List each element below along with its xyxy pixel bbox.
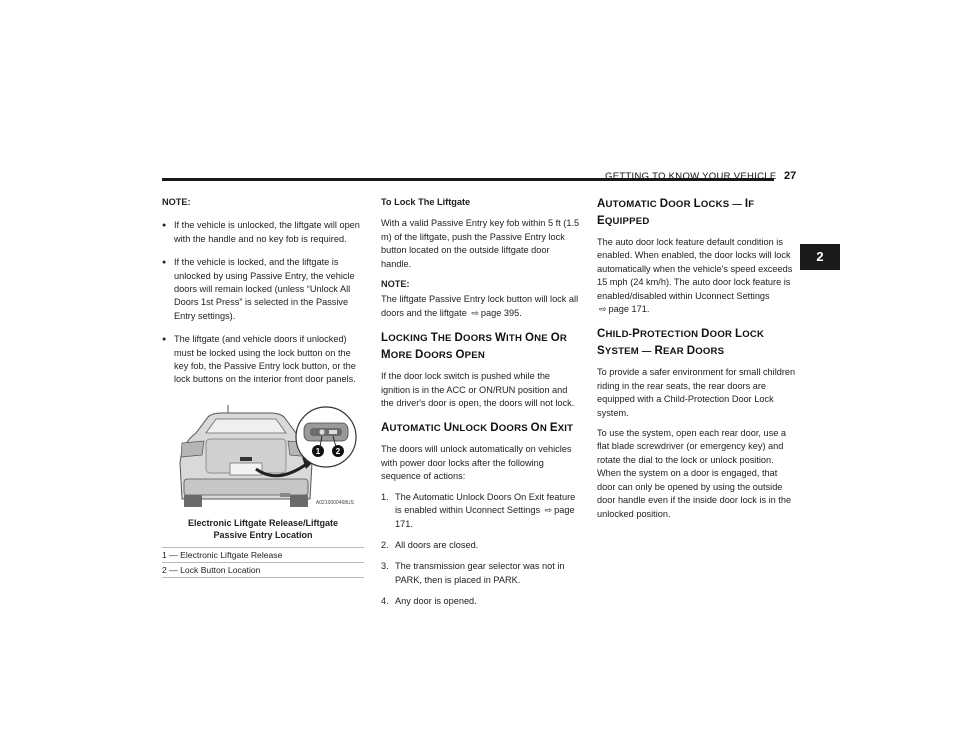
column-left — [162, 196, 364, 578]
page-reference[interactable]: page 171. — [608, 304, 650, 315]
callout-2: 2 — [335, 446, 341, 456]
note-text: The liftgate Passive Entry lock button will lock all doors and the liftgate ⇨ page 395. — [381, 294, 579, 318]
legend-item: 1 — Electronic Liftgate Release — [162, 548, 364, 563]
figure-caption: Electronic Liftgate Release/Liftgate Passive Entry Location — [187, 517, 339, 540]
page-ref-arrow-icon: ⇨ — [471, 307, 479, 318]
heading-auto-unlock: AUTOMATIC UNLOCK DOORS ON EXIT — [381, 422, 574, 435]
running-header-title: GETTING TO KNOW YOUR VEHICLE — [605, 171, 777, 182]
list-item: 2. All doors are closed. — [381, 539, 479, 550]
subheading-lock-liftgate: To Lock The Liftgate — [381, 197, 471, 207]
bullet-item: ● If the vehicle is unlocked, the liftgate will open with the handle and no key fob is required. — [162, 219, 364, 246]
note-label: NOTE: — [162, 197, 191, 207]
figure-legend — [162, 547, 364, 578]
bullet-item: ● If the vehicle is locked, and the liftgate is unlocked by using Passive Entry, the vehicle doors will remain locked (unless “Unlock All Doors 1st Press” is selected in the Passive Entry settings). — [162, 256, 364, 323]
column-middle — [381, 196, 581, 617]
vehicle-rear-illustration — [162, 403, 360, 513]
paragraph: With a valid Passive Entry key fob within 5 ft (1.5 m) of the liftgate, push the Passive Entry lock button located on the outside liftgate door handle. — [381, 218, 580, 269]
list-item: 3. The transmission gear selector was not in PARK, then is placed in PARK. — [381, 561, 565, 585]
page-ref-arrow-icon: ⇨ — [544, 505, 553, 516]
note-label: NOTE: — [381, 279, 410, 290]
paragraph: The auto door lock feature default condition is enabled. When enabled, the door locks will lock automatically when the vehicle's speed exceeds 15 mph (24 km/h). The auto door lock feature is enabled/disabled within Uconnect Settings ⇨ page 171. — [597, 237, 793, 315]
chapter-tab: 2 — [800, 244, 840, 270]
heading-automatic-door-locks: AUTOMATIC DOOR LOCKS — IF EQUIPPED — [597, 198, 755, 227]
paragraph: To provide a safer environment for small children riding in the rear seats, the rear doors are equipped with a Child-Protection Door Lock system. — [597, 367, 796, 418]
paragraph: To use the system, open each rear door, use a flat blade screwdriver (or emergency key) and rotate the dial to the lock or unlock position. When the system on a door is engaged, that door can only be opened by using the outside door handle even if the inside door lock is in the unlocked position. — [597, 428, 792, 519]
page-ref-arrow-icon: ⇨ — [599, 304, 607, 315]
heading-locking-doors: LOCKING THE DOORS WITH ONE OR MORE DOORS OPEN — [381, 332, 567, 362]
heading-child-protection: CHILD-PROTECTION DOOR LOCK SYSTEM — REAR DOORS — [597, 328, 765, 358]
legend-item: 2 — Lock Button Location — [162, 563, 364, 578]
column-right — [597, 196, 797, 528]
page-reference[interactable]: page 395. — [480, 307, 522, 318]
list-item: 4. Any door is opened. — [381, 596, 477, 607]
bullet-item: ● The liftgate (and vehicle doors if unlocked) must be locked using the lock button on the key fob, the Passive Entry lock button, or the lock buttons on the interior front door panels. — [162, 333, 364, 387]
paragraph: If the door lock switch is pushed while the ignition is in the ACC or ON/RUN position and the driver's door is open, the doors will not lock. — [381, 371, 575, 409]
paragraph: The doors will unlock automatically on vehicles with power door locks after the following sequence of actions: — [381, 444, 572, 482]
page-reference[interactable]: page 171. — [395, 505, 575, 529]
liftgate-figure — [162, 403, 360, 513]
list-item: 1. The Automatic Unlock Doors On Exit feature is enabled within Uconnect Settings ⇨ page 171. — [381, 491, 576, 529]
callout-1: 1 — [315, 446, 321, 456]
figure-code: A0210000468US — [315, 500, 354, 507]
page-number: 27 — [784, 170, 797, 182]
